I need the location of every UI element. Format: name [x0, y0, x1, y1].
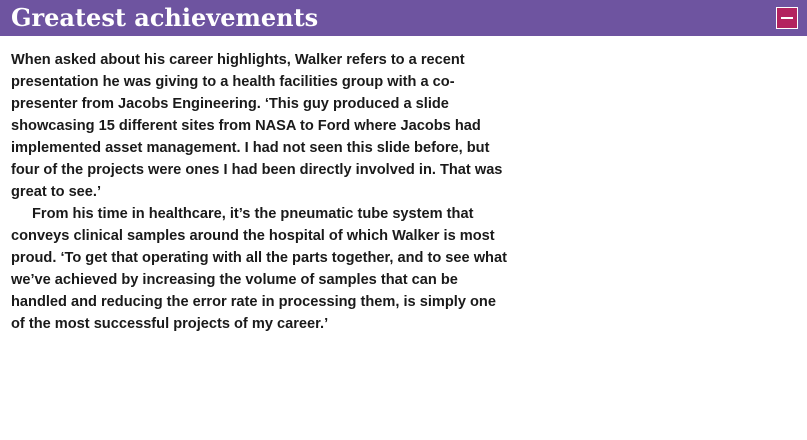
collapse-button[interactable] — [776, 7, 798, 29]
paragraph-1: When asked about his career highlights, Walker refers to a recent presentation he was giving to a health facilities group with a co-presenter from Jacobs Engineering. ‘This guy produced a slide showcasing 15 different sites from NASA to Ford where Jacobs had implemented asset management. I had not seen this slide before, but four of the projects were ones I had been directly involved in. That was great to see.’ — [11, 52, 503, 200]
paragraph-2: From his time in healthcare, it’s the pneumatic tube system that conveys clinical samples around the hospital of which Walker is most proud. ‘To get that operating with all the parts together, and to see what we’ve achieved by increasing the volume of samples that can be handled and reducing the error rate in processing them, is simply one of the most successful projects of my career.’ — [11, 206, 507, 332]
panel-title: Greatest achievements — [11, 3, 319, 32]
article-body — [11, 49, 511, 335]
panel-header — [0, 0, 807, 36]
minus-icon — [781, 17, 793, 19]
